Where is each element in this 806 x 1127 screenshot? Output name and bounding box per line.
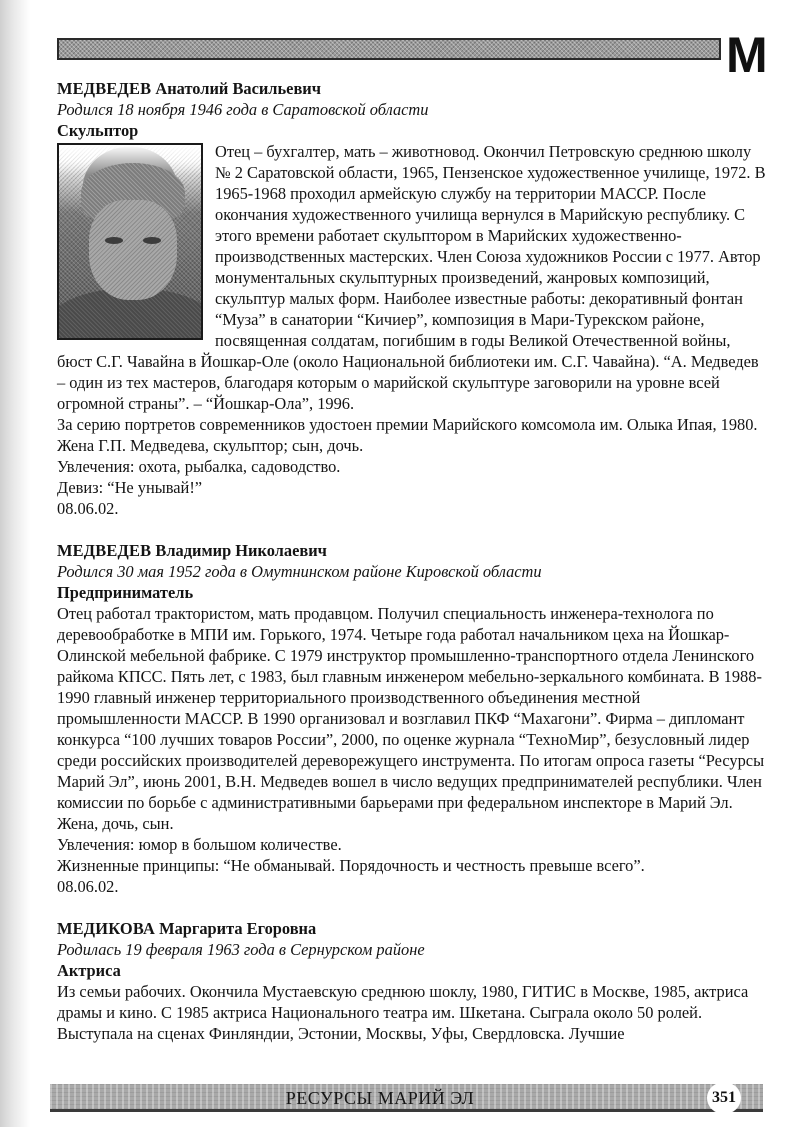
entry-date: 08.06.02. bbox=[57, 499, 119, 518]
entry-hobbies: Увлечения: юмор в большом количестве. bbox=[57, 835, 342, 854]
entry-given-names: Маргарита Егоровна bbox=[159, 919, 317, 938]
entry-surname: МЕДВЕДЕВ bbox=[57, 79, 152, 98]
biography-entry bbox=[57, 78, 767, 519]
entry-hobbies: Увлечения: охота, рыбалка, садоводство. bbox=[57, 457, 341, 476]
entry-name bbox=[57, 78, 767, 99]
entry-given-names: Владимир Николаевич bbox=[155, 541, 327, 560]
biography-entry bbox=[57, 540, 767, 897]
entry-name bbox=[57, 918, 767, 939]
entry-family: Жена Г.П. Медведева, скульптор; сын, дочь. bbox=[57, 436, 364, 455]
publication-title: РЕСУРСЫ МАРИЙ ЭЛ bbox=[285, 1088, 475, 1108]
entry-date: 08.06.02. bbox=[57, 877, 119, 896]
entry-profession: Предприниматель bbox=[57, 583, 194, 602]
portrait-photo bbox=[57, 143, 203, 340]
entry-given-names: Анатолий Васильевич bbox=[155, 79, 321, 98]
section-header-bar bbox=[57, 38, 721, 60]
biography-entry bbox=[57, 918, 767, 1044]
entry-profession: Актриса bbox=[57, 961, 121, 980]
entry-name bbox=[57, 540, 767, 561]
entry-family: Жена, дочь, сын. bbox=[57, 814, 174, 833]
entry-paragraph: За серию портретов современников удостоен премии Марийского комсомола им. Олыка Ипая, 1980. bbox=[57, 415, 758, 434]
entry-paragraph: Отец работал трактористом, мать продавцом. Получил специальность инженера-технолога по деревообработке в МПИ им. Горького, 1974. Четыре года работал начальником цеха на Йошкар-Олинской мебельной фабрике. С 1979 инструктор промышленно-транспортного отдела Ленинского райкома КПСС. Пять лет, с 1983, был главным инженером мебельно-зеркального комбината. В 1988-1990 главный инженер территориального производственного объединения местной промышленности МАССР. В 1990 организовал и возглавил ПКФ “Махагони”. Фирма – дипломант конкурса “100 лучших товаров России”, 2000, по оценке журнала “ТехноМир”, безусловный лидер среди российских производителей дереворежущего инструмента. По итогам опроса газеты “Ресурсы Марий Эл”, июнь 2001, В.Н. Медведев вошел в число ведущих предпринимателей республики. Член комиссии по борьбе с административными барьерами при федеральном инспекторе в Марий Эл. bbox=[57, 604, 765, 812]
entry-principles: Жизненные принципы: “Не обманывай. Порядочность и честность превыше всего”. bbox=[57, 856, 645, 875]
page-number: 351 bbox=[707, 1082, 741, 1114]
entry-birth-info: Родился 30 мая 1952 года в Омутнинском районе Кировской области bbox=[57, 562, 542, 581]
entry-surname: МЕДИКОВА bbox=[57, 919, 155, 938]
entry-profession: Скульптор bbox=[57, 121, 139, 140]
entry-birth-info: Родилась 19 февраля 1963 года в Сернурском районе bbox=[57, 940, 425, 959]
footer-bar bbox=[50, 1084, 763, 1112]
entry-birth-info: Родился 18 ноября 1946 года в Саратовской области bbox=[57, 100, 429, 119]
section-letter: М bbox=[726, 27, 767, 83]
page-gutter-shadow bbox=[0, 0, 30, 1127]
entry-motto: Девиз: “Не унывай!” bbox=[57, 478, 203, 497]
entry-paragraph: Из семьи рабочих. Окончила Мустаевскую среднюю шоклу, 1980, ГИТИС в Москве, 1985, актриса драмы и кино. С 1985 актриса Национального театра им. Шкетана. Сыграла около 50 ролей. Выступала на сценах Финляндии, Эстонии, Москвы, Уфы, Свердловска. Лучшие bbox=[57, 982, 749, 1043]
page-content bbox=[57, 78, 767, 1065]
entry-surname: МЕДВЕДЕВ bbox=[57, 541, 152, 560]
entry-paragraph: Отец – бухгалтер, мать – животновод. Окончил Петровскую среднюю школу № 2 Саратовской области, 1965, Пензенское художественное училище, 1972. В 1965-1968 проходил армейскую службу на территории МАССР. После окончания художественного училища вернулся в Марийскую республику. С этого времени работает скульптором в Марийских художественно-производственных мастерских. Член Союза художников России с 1977. Автор монументальных скульптурных произведений, жанровых композиций, скульптур малых форм. Наиболее известные работы: декоративный фонтан “Муза” в санатории “Кичиер”, композиция в Мари-Турекском районе, посвященная солдатам, погибшим в годы Великой Отечественной войны, бюст С.Г. Чавайна в Йошкар-Оле (около Национальной библиотеки им. С.Г. Чавайна). “А. Медведев – один из тех мастеров, благодаря которым о марийской скульптуре заговорили на уровне всей огромной страны”. – “Йошкар-Ола”, 1996. bbox=[57, 142, 766, 413]
